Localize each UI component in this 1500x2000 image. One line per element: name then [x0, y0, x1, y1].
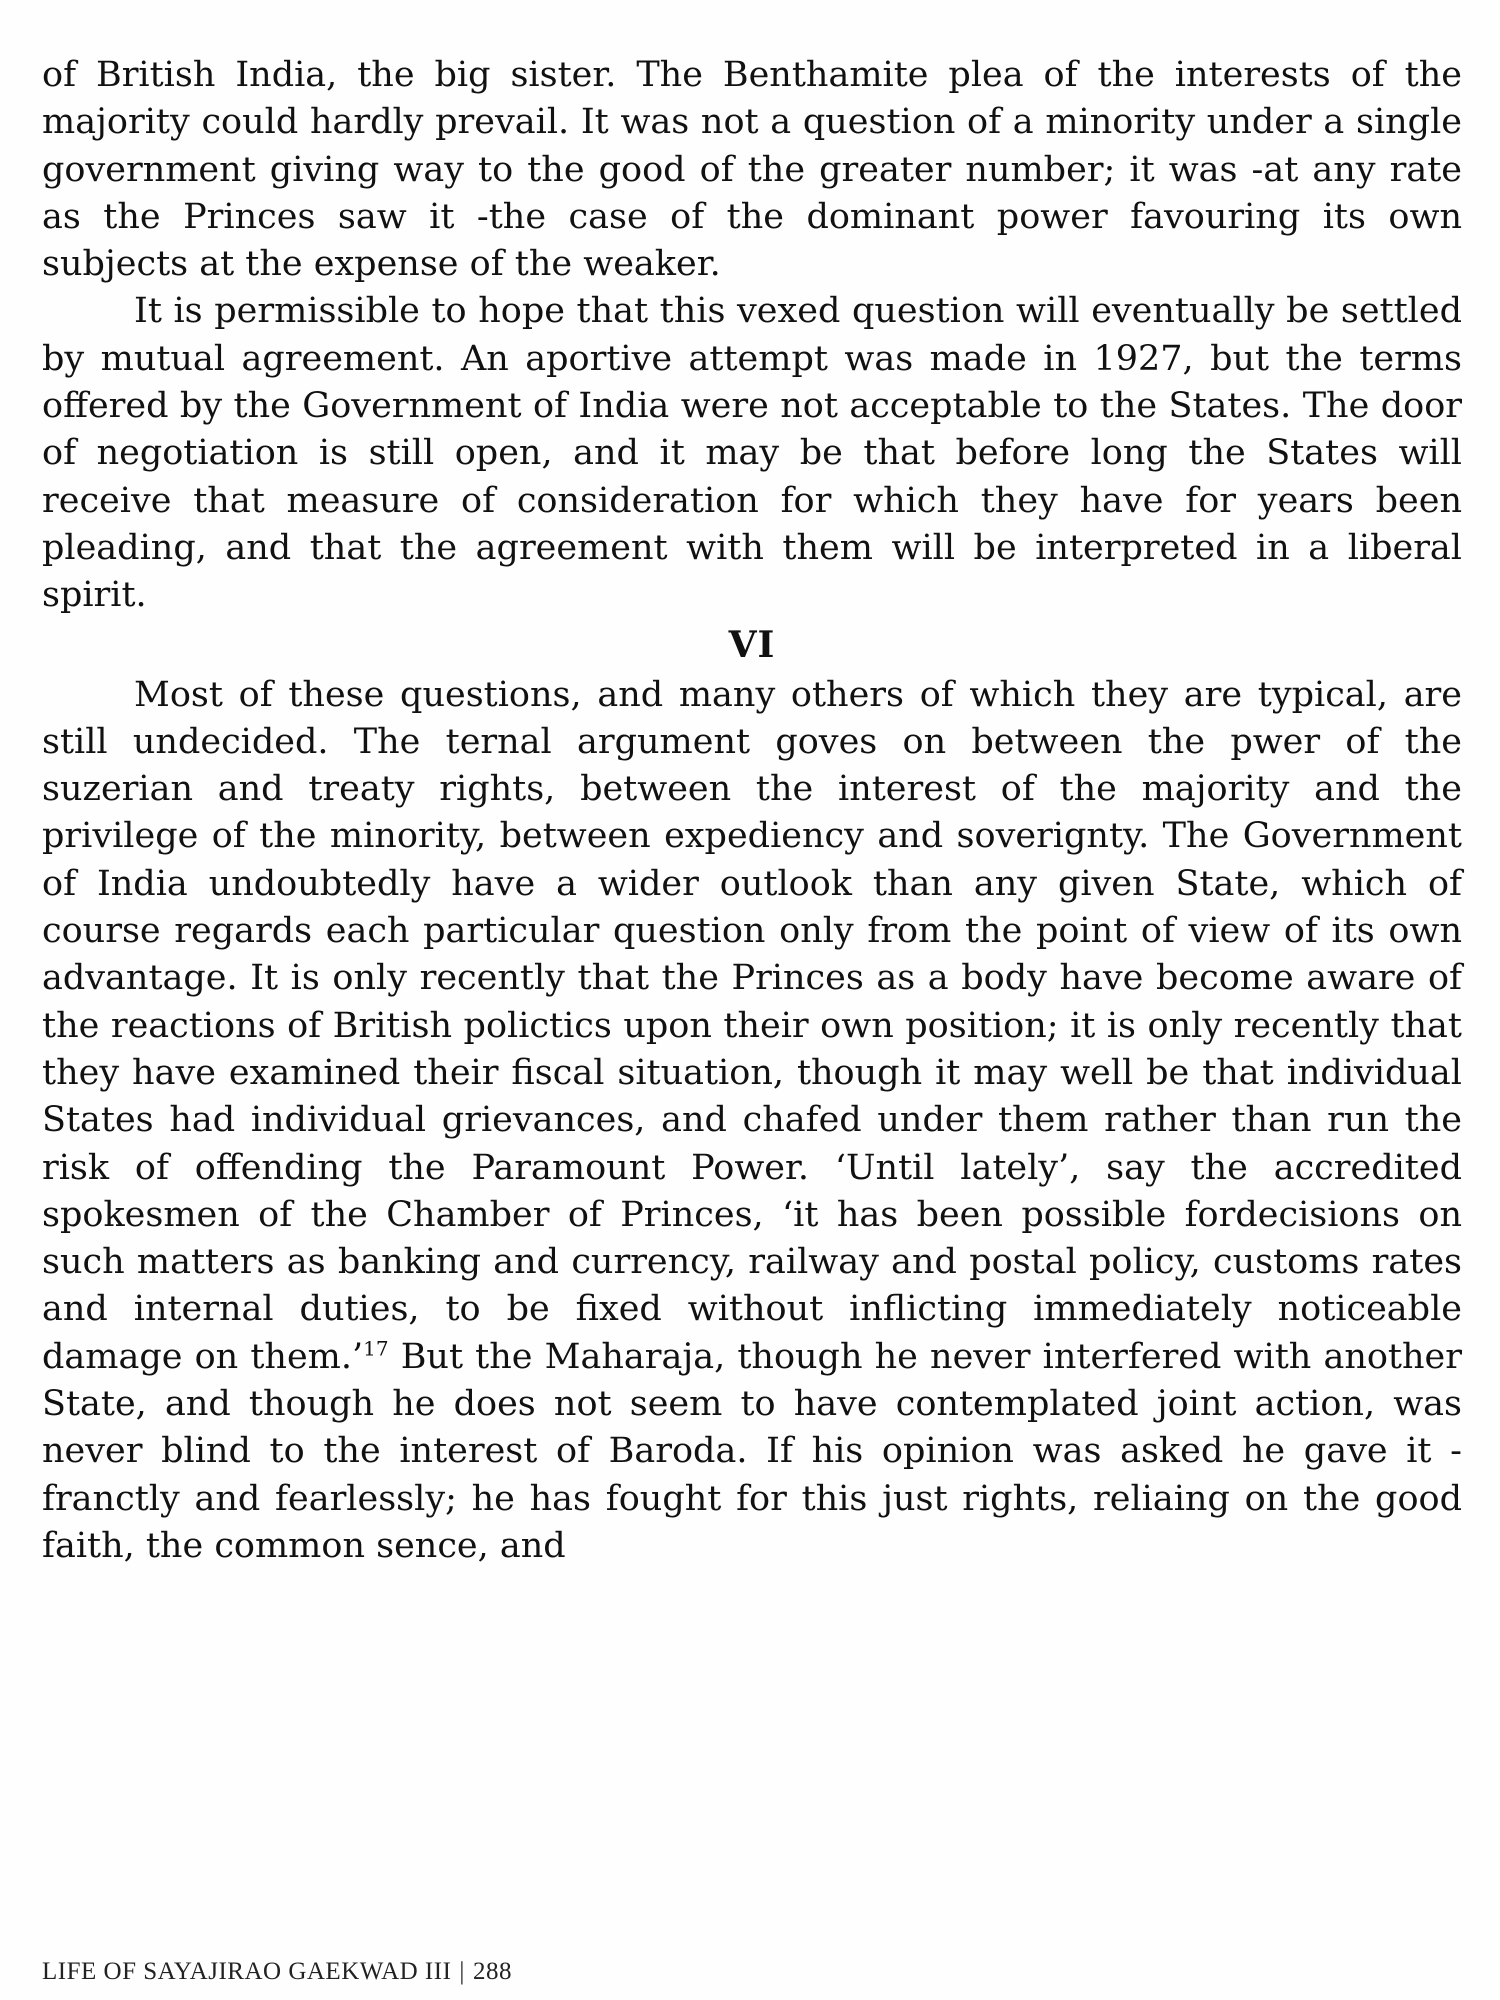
paragraph-text-before-note: Most of these questions, and many others of which they are typical, are still undecided. The ternal argument goves on between the pwer of the suzerian and treaty rights, between the interest of the majority and the privilege of the minority, between expediency and soverignty. The Government of India undoubtedly have a wider outlook than any given State, which of course regards each particular question only from the point of view of its own advantage. It is only recently that the Princes as a body have become aware of the reactions of British polictics upon their own position; it is only recently that they have examined their fiscal situation, though it may well be that individual States had individual grievances, and chafed under them rather than run the risk of offending the Paramount Power. ‘Until lately’, say the accredited spokesmen of the Chamber of Princes, ‘it has been possible fordecisions on such matters as banking and currency, railway and postal policy, customs rates and internal duties, to be fixed without inflicting immediately noticeable damage on them.’: [42, 674, 1462, 1377]
paragraph-vexed-question: It is permissible to hope that this vexed question will eventually be settled by mutual agreement. An aportive attempt was made in 1927, but the terms offered by the Government of India were not acceptable to the States. The door of negotiation is still open, and it may be that before long the States will receive that measure of consideration for which they have for years been pleading, and that the agreement with them will be interpreted in a liberal spirit.: [42, 291, 1462, 616]
body-text: [42, 52, 1462, 1570]
section-heading: VI: [728, 623, 776, 666]
footnote-reference: 17: [363, 1336, 389, 1361]
footer-separator: |: [459, 1958, 465, 1985]
paragraph-continuation: of British India, the big sister. The Benthamite plea of the interests of the majority could hardly prevail. It was not a question of a minority under a single government giving way to the good of the greater number; it was -at any rate as the Princes saw it -the case of the dominant power favouring its own subjects at the expense of the weaker.: [42, 55, 1462, 285]
paragraph-text-after-note: But the Maharaja, though he never interfered with another State, and though he does not seem to have contemplated joint action, was never blind to the interest of Baroda. If his opinion was asked he gave it - franctly and fearlessly; he has fought for this just rights, reliaing on the good faith, the common sence, and: [42, 1336, 1462, 1566]
page-footer: [42, 1958, 512, 1986]
running-title: LIFE OF SAYAJIRAO GAEKWAD III: [42, 1958, 452, 1985]
page-number: 288: [472, 1958, 512, 1985]
paragraph-section-vi: [42, 672, 1462, 1571]
